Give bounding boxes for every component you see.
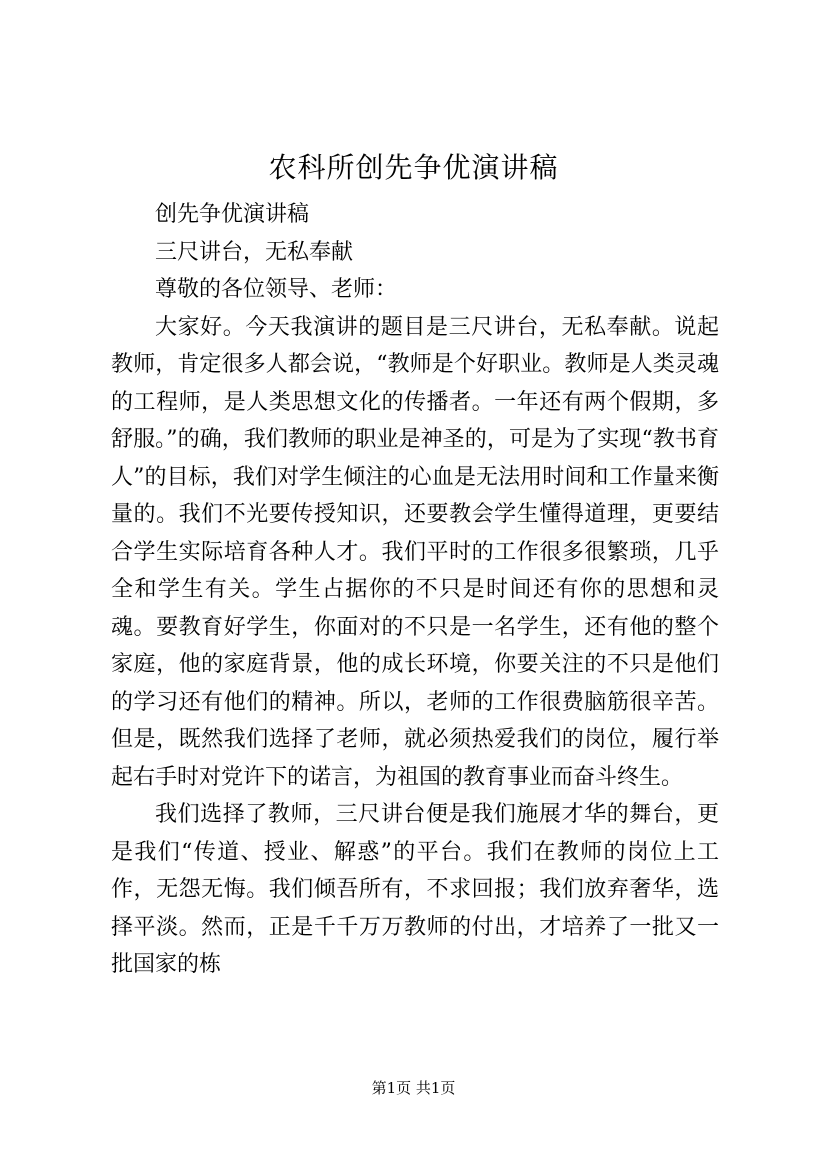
paragraph-salutation: 尊敬的各位领导、老师： bbox=[155, 277, 398, 302]
paragraph-heading: 创先争优演讲稿 bbox=[155, 202, 310, 227]
paragraph-subtitle: 三尺讲台，无私奉献 bbox=[155, 239, 354, 265]
document-body bbox=[111, 196, 719, 984]
paragraph-body: 大家好。今天我演讲的题目是三尺讲台，无私奉献。说起教师，肯定很多人都会说，“教师是个好职业。教师是人类灵魂的工程师，是人类思想文化的传播者。一年还有两个假期，多舒服。”的确，我们教师的职业是神圣的，可是为了实现“教书育人”的目标，我们对学生倾注的心血是无法用时间和工作量来衡量的。我们不光要传授知识，还要教会学生懂得道理，更要结合学生实际培育各种人才。我们平时的工作很多很繁琐，几乎全和学生有关。学生占据你的不只是时间还有你的思想和灵魂。要教育好学生，你面对的不只是一名学生，还有他的整个家庭，他的家庭背景，他的成长环境，你要关注的不只是他们的学习还有他们的精神。所以，老师的工作很费脑筋很辛苦。但是，既然我们选择了老师，就必须热爱我们的岗位，履行举起右手时对党许下的诺言，为祖国的教育事业而奋斗终生。 bbox=[111, 314, 719, 790]
page-footer: 第1页 共1页 bbox=[371, 1079, 456, 1097]
paragraph-body: 我们选择了教师，三尺讲台便是我们施展才华的舞台，更是我们“传道、授业、解惑”的平台。我们在教师的岗位上工作，无怨无悔。我们倾吾所有，不求回报；我们放弃奢华，选择平淡。然而，正是千千万万教师的付出，才培养了一批又一批国家的栋 bbox=[111, 802, 719, 977]
document-title: 农科所创先争优演讲稿 bbox=[268, 151, 559, 184]
